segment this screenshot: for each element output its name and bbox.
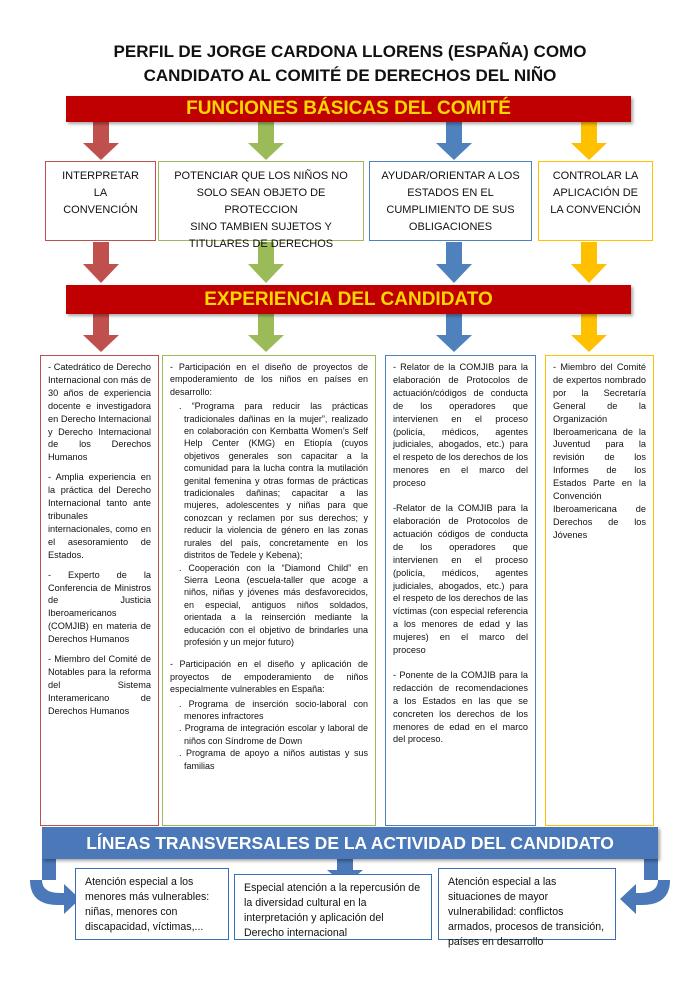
arrow-green-1 (248, 121, 284, 160)
experience-intro: - Participación en el diseño y aplicación de proyectos de empoderamiento de niños especialmente vulnerables en España: (170, 659, 368, 695)
experience-box-academic (40, 355, 159, 826)
experience-item: -Relator de la COMJIB para la elaboración de Protocolos de actuación códigos de conducta de los operadores que intervienen en el proceso (policía, médicos, agentes judiciales, abogados, etc.) para el respeto de los derechos de las víctimas (con especial referencia a los menores de edad y las mujeres) en el marco del proceso (393, 503, 528, 656)
banner-experience-label: EXPERIENCIA DEL CANDIDATO (204, 289, 493, 310)
arrow-blue-2 (436, 242, 472, 283)
arrow-yellow-1 (571, 121, 607, 160)
experience-box-comjib (385, 355, 536, 826)
function-line: OBLIGACIONES (408, 221, 493, 233)
experience-list (170, 698, 368, 772)
transversal-text: Atención especial a las situaciones de mayor vulnerabilidad: conflictos armados, procesos de transición, países en desarrollo (448, 876, 605, 948)
function-line: CONVENCIÓN (63, 204, 138, 216)
arrow-blue-1 (436, 121, 472, 160)
function-line: CONTROLAR LA (552, 170, 639, 182)
experience-intro: - Participación en el diseño de proyectos de empoderamiento de los niños en países en desarrollo: (170, 362, 368, 397)
title-line-2: CANDIDATO AL COMITÉ DE DERECHOS DEL NIÑO (143, 66, 557, 85)
function-box-interpret (45, 161, 156, 241)
transversal-box-vulnerable-minors (75, 868, 229, 940)
transversal-text: Atención especial a los menores más vulnerables: niñas, menores con discapacidad, víctimas,... (85, 876, 210, 933)
experience-list-item: . Cooperación con la “Diamond Child” en Sierra Leona (escuela-taller que acoge a niños, niñas y jóvenes más desfavorecidos, en especial, antiguos niños soldados, orientada a la reinserción mediante la educación con el objetivo de brindarles una profesión y un mejor futuro) (179, 562, 368, 647)
experience-item: - Amplia experiencia en la práctica del Derecho Internacional tanto ante tribunales internacionales, como en el asesoramiento de Estados. (48, 472, 151, 560)
arrow-transversal-right (620, 858, 670, 914)
arrow-transversal-left (30, 858, 80, 914)
banner-experience (66, 285, 631, 314)
function-line: LA CONVENCIÓN (550, 204, 641, 216)
experience-item: - Miembro del Comité de Notables para la reforma del Sistema Interamericano de Derechos Humanos (48, 654, 151, 716)
experience-box-projects (162, 355, 376, 826)
experience-item: - Miembro del Comité de expertos nombrado por la Secretaría General de la Organización Iberoamericana de la Juventud para la revisión de los Informes de los Estados Parte en la Convención Iberoamericana de Derechos de los Jóvenes (553, 362, 646, 540)
experience-list-item: . Programa de integración escolar y laboral de niños con Síndrome de Down (179, 723, 368, 746)
function-line: INTERPRETAR LA (62, 170, 139, 199)
banner-functions-label: FUNCIONES BÁSICAS DEL COMITÉ (186, 98, 511, 119)
arrow-red-3 (83, 313, 119, 352)
experience-list-item: . Programa de inserción socio-laboral con menores infractores (179, 698, 368, 721)
transversal-text: Especial atención a la repercusión de la diversidad cultural en la interpretación y aplicación del Derecho internacional (244, 882, 421, 939)
experience-box-oij (545, 355, 654, 826)
function-line: APLICACIÓN DE (553, 187, 638, 199)
experience-list (170, 400, 368, 648)
arrow-blue-3 (436, 313, 472, 352)
function-box-control (538, 161, 653, 241)
function-box-guide-states (369, 161, 532, 241)
experience-item: - Relator de la COMJIB para la elaboración de Protocolos de actuación/códigos de conducta de los operadores que intervienen en el proceso (policía, médicos, agentes judiciales, abogados, etc.) para el respeto de los derechos de los menores en el marco del proceso (393, 362, 528, 489)
arrow-yellow-2 (571, 242, 607, 283)
experience-item: - Ponente de la COMJIB para la redacción de recomendaciones a los Estados en las que se concreten los derechos de los menores de edad en el marco del proceso. (393, 669, 528, 745)
banner-functions (66, 96, 631, 122)
banner-transversal (42, 827, 658, 859)
experience-item: - Catedrático de Derecho Internacional con más de 30 años de experiencia docente e investigadora en Derecho Internacional y Derecho Internacional de los Derechos Humanos (48, 362, 151, 463)
experience-list-item: . “Programa para reducir las prácticas tradicionales dañinas en la mujer”, realizado en colaboración con Kembatta Women’s Self Help Center (KMG) en Etiopía (cuyos objetivos generales son capacitar a la comunidad para la lucha contra la mutilación genital femenina y otras formas de prácticas tradicionales dañinas; capacitar a las mujeres, adolescentes y niñas para que conozcan y reclamen por sus derechos; y reducir la violencia de género en las zonas rurales del país, concretamente en los distritos de Tedele y Kebena); (179, 401, 368, 561)
experience-item: - Experto de la Conferencia de Ministros de Justicia Iberoamericanos (COMJIB) en materia de Derechos Humanos (48, 569, 151, 645)
function-line: SOLO SEAN OBJETO DE PROTECCION (196, 187, 326, 216)
function-line: TITULARES DE DERECHOS (188, 238, 334, 250)
title-line-1: PERFIL DE JORGE CARDONA LLORENS (ESPAÑA) COMO (113, 42, 587, 61)
function-line: SINO TAMBIEN SUJETOS Y (190, 221, 332, 233)
arrow-green-3 (248, 313, 284, 352)
transversal-box-cultural-diversity (234, 874, 432, 940)
function-line: CUMPLIMIENTO DE SUS (386, 204, 515, 216)
function-line: POTENCIAR QUE LOS NIÑOS NO (174, 170, 348, 182)
function-line: AYUDAR/ORIENTAR A LOS (381, 170, 520, 182)
arrow-yellow-3 (571, 313, 607, 352)
function-box-empower (158, 161, 364, 250)
arrow-red-1 (83, 121, 119, 160)
experience-list-item: . Programa de apoyo a niños autistas y sus familias (179, 748, 368, 771)
function-line: ESTADOS EN EL (407, 187, 494, 199)
transversal-box-vulnerability-situations (438, 868, 616, 948)
arrow-red-2 (83, 242, 119, 283)
banner-transversal-label: LÍNEAS TRANSVERSALES DE LA ACTIVIDAD DEL CANDIDATO (86, 833, 614, 853)
